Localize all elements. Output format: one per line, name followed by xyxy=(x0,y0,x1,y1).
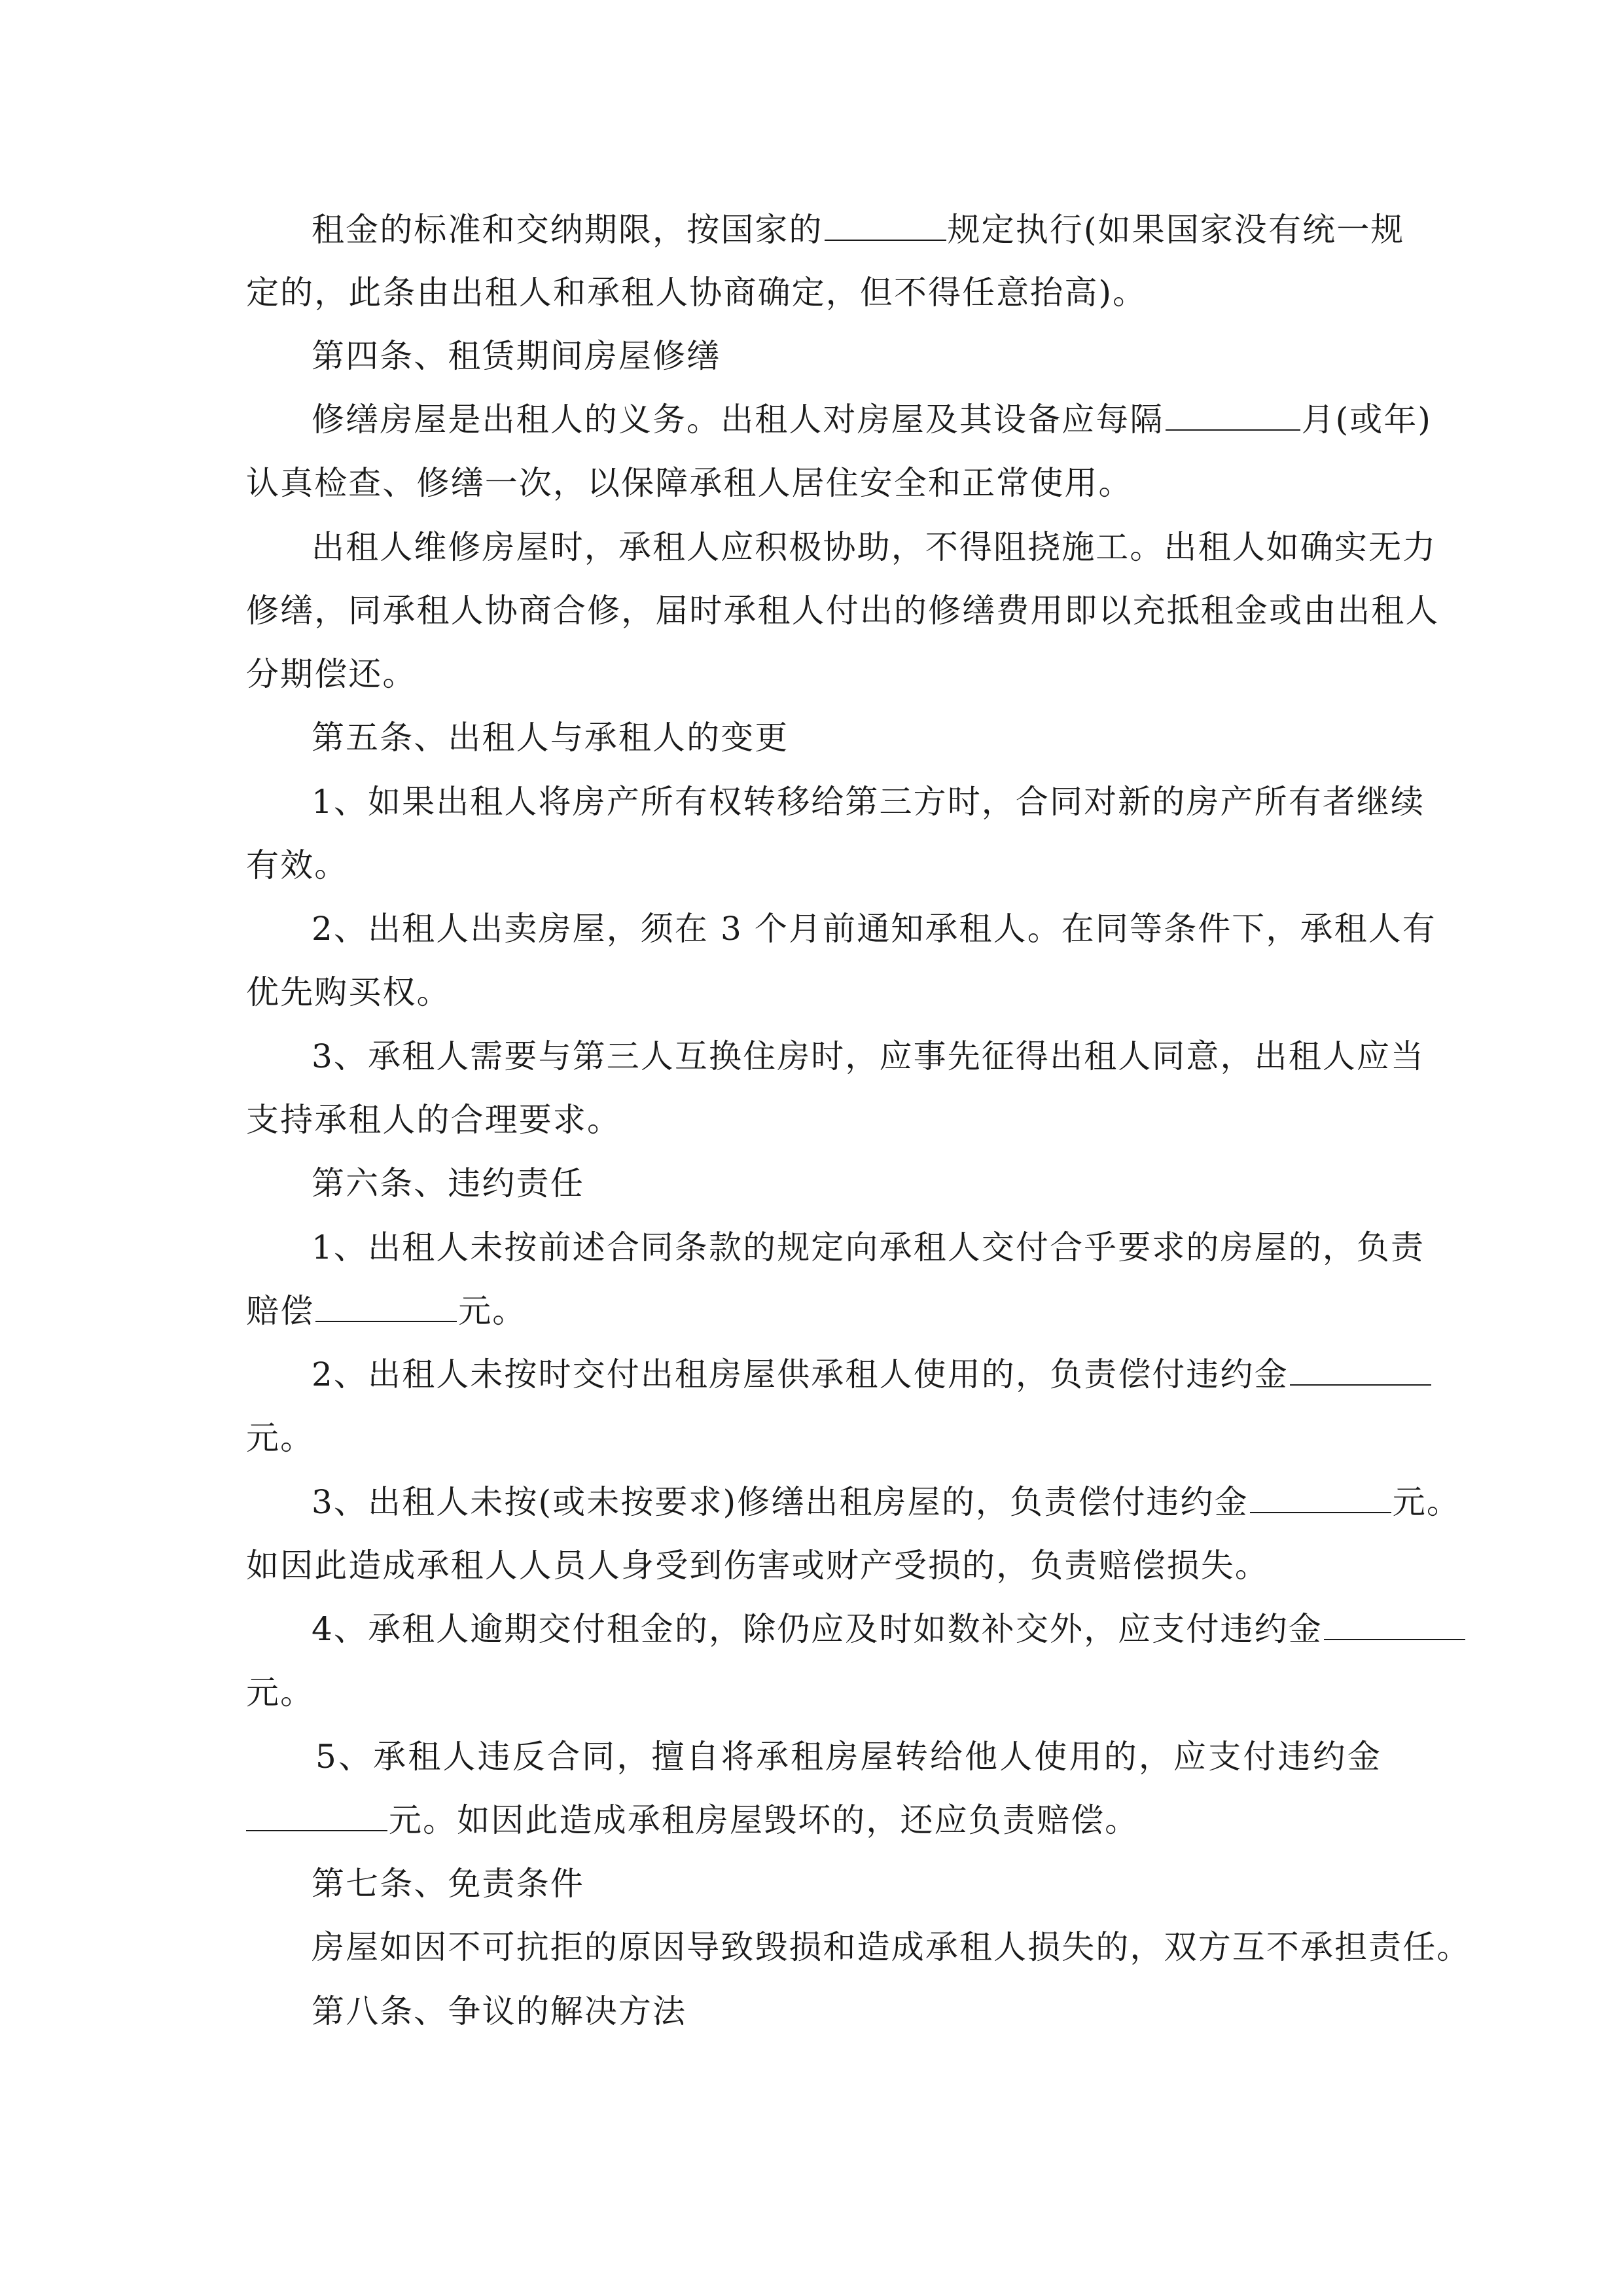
paragraph-line xyxy=(312,770,1425,834)
text-segment: 3、出租人未按(或未按要求)修缮出租房屋的，负责偿付违约金 xyxy=(312,1483,1249,1521)
paragraph-line xyxy=(246,833,1382,897)
text-segment: 定的，此条由出租人和承租人协商确定，但不得任意抬高)。 xyxy=(246,274,1147,312)
section-heading xyxy=(312,706,1382,770)
section-heading xyxy=(312,1151,1382,1215)
paragraph-line xyxy=(246,1788,1382,1852)
paragraph-line xyxy=(312,198,1405,262)
paragraph-line xyxy=(246,451,1382,515)
paragraph-line xyxy=(246,960,1382,1024)
text-segment: 租金的标准和交纳期限，按国家的 xyxy=(312,211,823,249)
text-segment: 优先购买权。 xyxy=(246,973,451,1011)
text-segment: 元。如因此造成承租房屋毁坏的，还应负责赔偿。 xyxy=(389,1801,1139,1839)
text-segment: 第七条、免责条件 xyxy=(312,1865,584,1903)
text-segment: 第四条、租赁期间房屋修缮 xyxy=(312,337,721,375)
paragraph-line xyxy=(246,642,1382,706)
fill-in-blank[interactable] xyxy=(825,216,946,241)
fill-in-blank[interactable] xyxy=(1250,1488,1391,1513)
section-heading xyxy=(312,1852,1382,1916)
text-segment: 4、承租人逾期交付租金的，除仍应及时如数补交外，应支付违约金 xyxy=(312,1610,1323,1648)
text-segment: 元。 xyxy=(246,1419,315,1457)
paragraph-line xyxy=(246,1406,1382,1470)
fill-in-blank[interactable] xyxy=(1290,1361,1431,1386)
text-segment: 2、出租人出卖房屋，须在 3 个月前通知承租人。在同等条件下，承租人有 xyxy=(312,910,1436,948)
section-heading xyxy=(312,324,1382,388)
paragraph-line xyxy=(246,1279,1382,1343)
section-heading xyxy=(312,1979,1382,2043)
paragraph-line xyxy=(246,1088,1382,1152)
paragraph-line xyxy=(312,1470,1461,1534)
paragraph-line xyxy=(246,260,1382,325)
paragraph-line xyxy=(312,515,1437,579)
fill-in-blank[interactable] xyxy=(1166,406,1300,431)
text-segment: 修缮，同承租人协商合修，届时承租人付出的修缮费用即以充抵租金或由出租人 xyxy=(246,592,1440,630)
fill-in-blank[interactable] xyxy=(315,1297,457,1322)
paragraph-line xyxy=(312,897,1436,961)
paragraph-line xyxy=(312,1597,1382,1661)
text-segment: 如因此造成承租人人员人身受到伤害或财产受损的，负责赔偿损失。 xyxy=(246,1547,1269,1585)
paragraph-line xyxy=(246,579,1440,643)
text-segment: 支持承租人的合理要求。 xyxy=(246,1101,622,1139)
paragraph-line xyxy=(312,1915,1471,1979)
text-segment: 规定执行(如果国家没有统一规 xyxy=(947,211,1405,249)
text-segment: 3、承租人需要与第三人互换住房时，应事先征得出租人同意，出租人应当 xyxy=(312,1037,1425,1075)
paragraph-line xyxy=(315,1725,1382,1789)
paragraph-line xyxy=(246,1534,1382,1598)
text-segment: 第八条、争议的解决方法 xyxy=(312,1992,687,2030)
paragraph-line xyxy=(312,387,1433,452)
paragraph-line xyxy=(312,1342,1382,1407)
text-segment: 第五条、出租人与承租人的变更 xyxy=(312,719,789,757)
text-segment: 元。 xyxy=(458,1292,527,1330)
text-segment: 元。 xyxy=(1392,1483,1461,1521)
text-segment: 分期偿还。 xyxy=(246,655,417,693)
text-segment: 第六条、违约责任 xyxy=(312,1164,584,1202)
text-segment: 出租人维修房屋时，承租人应积极协助，不得阻挠施工。出租人如确实无力 xyxy=(312,528,1437,566)
paragraph-line xyxy=(312,1024,1425,1088)
paragraph-line xyxy=(246,1660,1382,1725)
text-segment: 元。 xyxy=(246,1674,315,1712)
paragraph-line xyxy=(312,1215,1425,1280)
text-segment: 房屋如因不可抗拒的原因导致毁损和造成承租人损失的，双方互不承担责任。 xyxy=(312,1928,1471,1966)
text-segment: 修缮房屋是出租人的义务。出租人对房屋及其设备应每隔 xyxy=(312,401,1164,439)
text-segment: 赔偿 xyxy=(246,1292,315,1330)
text-segment: 5、承租人违反合同，擅自将承租房屋转给他人使用的，应支付违约金 xyxy=(315,1738,1382,1776)
text-segment: 1、出租人未按前述合同条款的规定向承租人交付合乎要求的房屋的，负责 xyxy=(312,1229,1425,1266)
fill-in-blank[interactable] xyxy=(1324,1615,1465,1640)
fill-in-blank[interactable] xyxy=(246,1806,387,1831)
text-segment: 认真检查、修缮一次，以保障承租人居住安全和正常使用。 xyxy=(246,464,1133,502)
text-segment: 2、出租人未按时交付出租房屋供承租人使用的，负责偿付违约金 xyxy=(312,1355,1289,1393)
text-segment: 月(或年) xyxy=(1301,401,1433,439)
text-segment: 有效。 xyxy=(246,846,349,884)
text-segment: 1、如果出租人将房产所有权转移给第三方时，合同对新的房产所有者继续 xyxy=(312,783,1425,821)
